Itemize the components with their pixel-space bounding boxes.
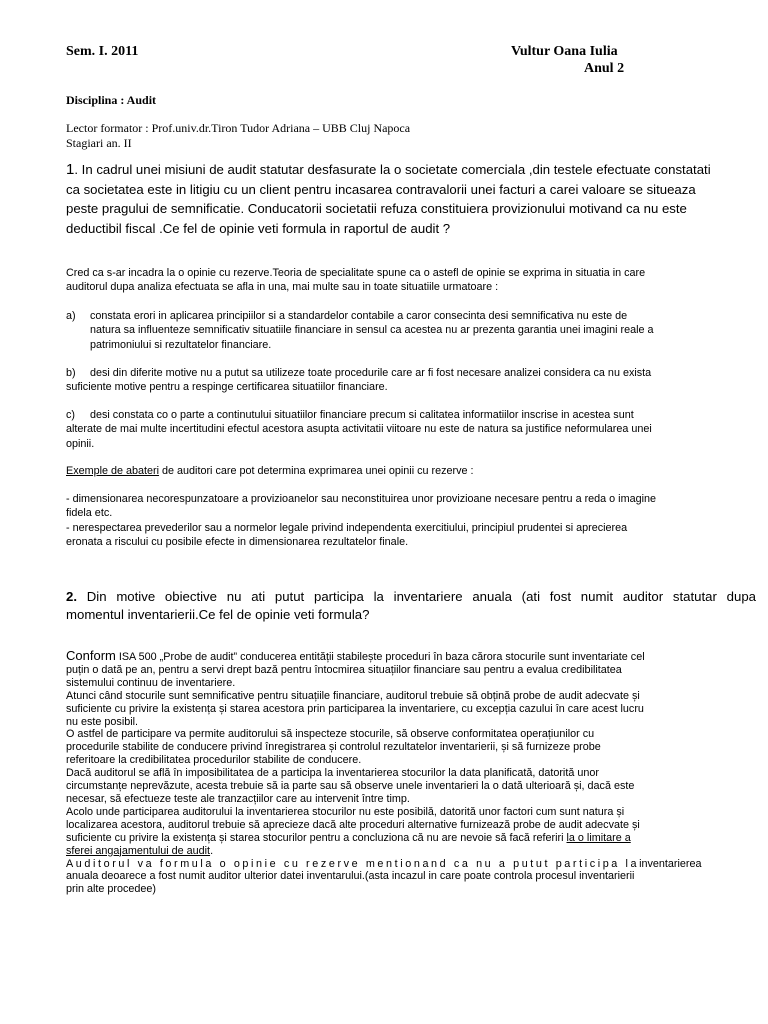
- answer-2-line: Atunci când stocurile sunt semnificative pentru situațiile financiare, auditorul trebuie să obțină probe de audit adecvate și: [66, 689, 640, 702]
- stagiari-line: Stagiari an. II: [66, 136, 132, 150]
- period: .: [210, 844, 214, 857]
- answer-2-line: suficiente cu privire la existența și starea stocurilor pentru a concluziona că nu are nevoie să facă referiri: [66, 831, 567, 844]
- author-name: Vultur Oana Iulia: [511, 44, 618, 59]
- conclusion-line: anuala deoarece a fost numit auditor ulterior datei inventarului.(asta incazul in care poate controla procesul inventarierii: [66, 870, 635, 883]
- answer-2-line: Acolo unde participarea auditorului la inventarierea stocurilor nu este posibilă, datorită unor factori cum sunt natura și: [66, 805, 625, 818]
- answer-2-line: suficiente cu privire la existența și starea acestora prin participarea la inventariere, cu excepția cazului în care acest lucru: [66, 702, 644, 715]
- examples-list: [66, 492, 756, 549]
- answer-1-line: auditorul dupa analiza efectuata se afla in una, mai multe sau in toate situatiile urmatoare :: [66, 281, 499, 294]
- list-item-text: [66, 309, 756, 352]
- list-item-line: alterate de mai multe incertitudini efectul acestora asupta activitatii viitoare nu este de natura sa justifice neformularea unei: [66, 423, 652, 436]
- answer-1-line: Cred ca s-ar incadra la o opinie cu rezerve.Teoria de specialitate spune ca o astefl de opinie se exprima in situatia in care: [66, 267, 646, 279]
- example-line: eronata a riscului cu posibile efecte in dimensionarea rezultatelor finale.: [66, 535, 409, 548]
- author-year: Anul 2: [584, 61, 625, 76]
- examples-heading: [66, 464, 756, 478]
- limitation-underlined: la o limitare a: [566, 831, 631, 844]
- conclusion-line: prin alte procedee): [66, 883, 157, 896]
- list-item-a: [66, 309, 756, 352]
- answer-2-line: necesar, să efectueze teste ale tranzacțiilor care au intervenit între timp.: [66, 792, 410, 805]
- list-item-line: opinii.: [66, 437, 95, 450]
- question-2-line: Din motive obiective nu ati putut participa la inventariere anuala (ati fost numit auditor statutar dupa: [77, 589, 756, 604]
- answer-2-line: referitoare la credibilitatea procedurilor stabilite de conducere.: [66, 754, 362, 767]
- list-item-c: [66, 408, 756, 451]
- list-item-line: desi din diferite motive nu a putut sa utilizeze toate procedurile care ar fi fost necesare analizei considera ca nu exista: [90, 367, 652, 379]
- question-1-line: ca societatea este in litigiu cu un client pentru incasarea contravalorii unei facturi a carei valoare se situeaza: [66, 181, 696, 197]
- question-1-line: . In cadrul unei misiuni de audit statutar desfasurate la o societate comerciala ,din testele efectuate constatati: [74, 162, 711, 177]
- question-2: [66, 588, 756, 624]
- discipline-label: Disciplina : Audit: [66, 93, 157, 107]
- semester-label: Sem. I. 2011: [66, 44, 139, 59]
- list-item-b: [66, 366, 756, 395]
- answer-2-line: Dacă auditorul se află în imposibilitatea de a participa la inventarierea stocurilor la data planificată, datorită unor: [66, 767, 599, 780]
- examples-rest: de auditori care pot determina exprimarea unei opinii cu rezerve :: [159, 465, 474, 477]
- list-item-line: desi constata co o parte a continutului situatiilor financiare precum si calitatea informatiilor inscrise in acestea sunt: [90, 409, 634, 421]
- examples-label: Exemple de abateri: [66, 465, 160, 477]
- answer-2: [66, 650, 758, 896]
- list-item-text: [66, 366, 756, 395]
- answer-1-intro: [66, 266, 756, 295]
- example-line: - dimensionarea necorespunzatoare a provizioanelor sau neconstituirea unor provizioane necesare pentru a reda o imagine: [66, 493, 656, 505]
- question-1: [66, 160, 756, 238]
- conform-word: Conform: [66, 648, 116, 663]
- list-marker: b): [66, 367, 76, 379]
- list-item-text: [66, 408, 756, 451]
- question-1-number: 1: [66, 161, 75, 178]
- lector-line: Lector formator : Prof.univ.dr.Tiron Tudor Adriana – UBB Cluj Napoca: [66, 121, 411, 135]
- question-1-line: deductibil fiscal .Ce fel de opinie veti formula in raportul de audit ?: [66, 220, 451, 236]
- answer-2-line: sistemului continuu de inventariere.: [66, 676, 236, 689]
- answer-2-line: circumstanțe neprevăzute, acesta trebuie să ia parte sau să observe unele inventarieri la o dată ulterioară și, dacă este: [66, 780, 635, 793]
- list-item-line: patrimoniului si rezultatelor financiare.: [90, 338, 272, 351]
- question-1-line: peste pragului de semnificatie. Conducatorii societatii refuza constituiera provizionului motivand ca nu este: [66, 201, 687, 216]
- answer-2-line: puțin o dată pe an, pentru a servi drept bază pentru întocmirea situațiilor financiare sau pentru a evalua credibilitatea: [66, 663, 622, 676]
- list-item-line: natura sa influenteze semnificativ situatiile financiare in sensul ca acestea nu ar prezenta garantia unei imagini reale a: [90, 324, 654, 337]
- list-marker: c): [66, 409, 75, 421]
- list-item-line: suficiente motive pentru a respinge certificarea situatiilor financiare.: [66, 381, 388, 394]
- question-2-line: momentul inventarierii.Ce fel de opinie veti formula?: [66, 607, 370, 622]
- example-line: fidela etc.: [66, 507, 113, 520]
- list-item-line: constata erori in aplicarea principiilor si a standardelor contabile a caror consecinta desi semnificativa nu este de: [90, 310, 628, 322]
- audit-scope-underlined: sferei angajamentului de audit: [66, 844, 211, 857]
- answer-2-line: procedurile stabilite de conducere privind înregistrarea și controlul rezultatelor inventarierii, și să furnizeze probe: [66, 741, 601, 754]
- answer-2-line: localizarea acestora, auditorul trebuie să aprecieze dacă alte proceduri alternative furnizează probe de audit adecvate și: [66, 818, 640, 831]
- question-2-number: 2.: [66, 589, 77, 604]
- answer-2-line: nu este posibil.: [66, 715, 139, 728]
- conclusion-spaced: Auditorul va formula o opinie cu rezerve mentionand ca nu a putut participa la: [66, 857, 640, 870]
- answer-2-line: ISA 500 „Probe de audit” conducerea entității stabilește proceduri în baza cărora stocurile sunt inventariate cel: [115, 651, 645, 663]
- conclusion-rest: inventarierea: [639, 857, 702, 870]
- answer-2-line: O astfel de participare va permite auditorului să inspecteze stocurile, să observe conformitatea operațiunilor cu: [66, 728, 595, 741]
- example-line: - nerespectarea prevederilor sau a normelor legale privind independenta exercitiului, principiul prudentei si aprecierea: [66, 521, 628, 534]
- list-marker: a): [66, 310, 76, 322]
